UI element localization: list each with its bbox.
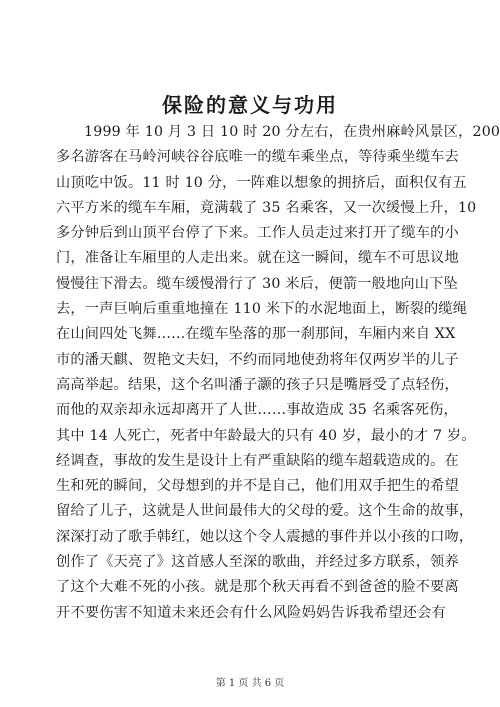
body-line: 市的潘天麒、贺艳文夫妇，不约而同地使劲将年仅两岁半的儿子 xyxy=(56,351,459,368)
body-line: 高高举起。结果，这个名叫潘子灏的孩子只是嘴唇受了点轻伤， xyxy=(56,376,459,393)
document-title: 保险的意义与功用 xyxy=(162,93,338,117)
body-line: 在山间四处飞舞……在缆车坠落的那一刹那间，车厢内来自 XX xyxy=(56,326,456,343)
page-footer: 第 1 页 共 6 页 xyxy=(215,678,285,689)
body-line: 其中 14 人死亡，死者中年龄最大的只有 40 岁，最小的才 7 岁。 xyxy=(56,427,476,444)
body-line: 慢慢往下滑去。缆车缓慢滑行了 30 米后，便箭一般地向山下坠 xyxy=(56,275,458,292)
body-line: 了这个大难不死的小孩。就是那个秋天再看不到爸爸的脸不要离 xyxy=(56,579,459,596)
body-line: 留给了儿子，这就是人世间最伟大的父母的爱。这个生命的故事， xyxy=(56,503,474,520)
body-line: 创作了《天亮了》这首感人至深的歌曲，并经过多方联系，领养 xyxy=(56,554,459,571)
body-line: 而他的双亲却永远却离开了人世……事故造成 35 名乘客死伤， xyxy=(56,402,458,419)
body-line: 去，一声巨响后重重地撞在 110 米下的水泥地面上，断裂的缆绳 xyxy=(56,301,468,318)
body-line: 深深打动了歌手韩红，她以这个令人震撼的事件并以小孩的口吻， xyxy=(56,528,474,545)
body-line: 六平方米的缆车车厢，竟满载了 35 名乘客，又一次缓慢上升，10 xyxy=(56,199,477,216)
body-line: 多名游客在马岭河峡谷谷底唯一的缆车乘坐点，等待乘坐缆车去 xyxy=(56,149,459,166)
body-line: 1999 年 10 月 3 日 10 时 20 分左右，在贵州麻岭风景区，200 xyxy=(84,124,500,140)
body-line: 生和死的瞬间，父母想到的并不是自己，他们用双手把生的希望 xyxy=(56,478,459,495)
body-line: 门，准备让车厢里的人走出来。就在这一瞬间，缆车不可思议地 xyxy=(56,250,459,267)
body-line: 山顶吃中饭。11 时 10 分，一阵难以想象的拥挤后，面积仅有五 xyxy=(56,174,467,191)
body-line: 多分钟后到山顶平台停了下来。工作人员走过来打开了缆车的小 xyxy=(56,225,459,242)
body-line: 经调查，事故的发生是设计上有严重缺陷的缆车超载造成的。在 xyxy=(56,452,459,469)
document-body xyxy=(56,120,500,626)
body-line: 开不要伤害不知道未来还会有什么风险妈妈告诉我希望还会有 xyxy=(56,604,446,621)
